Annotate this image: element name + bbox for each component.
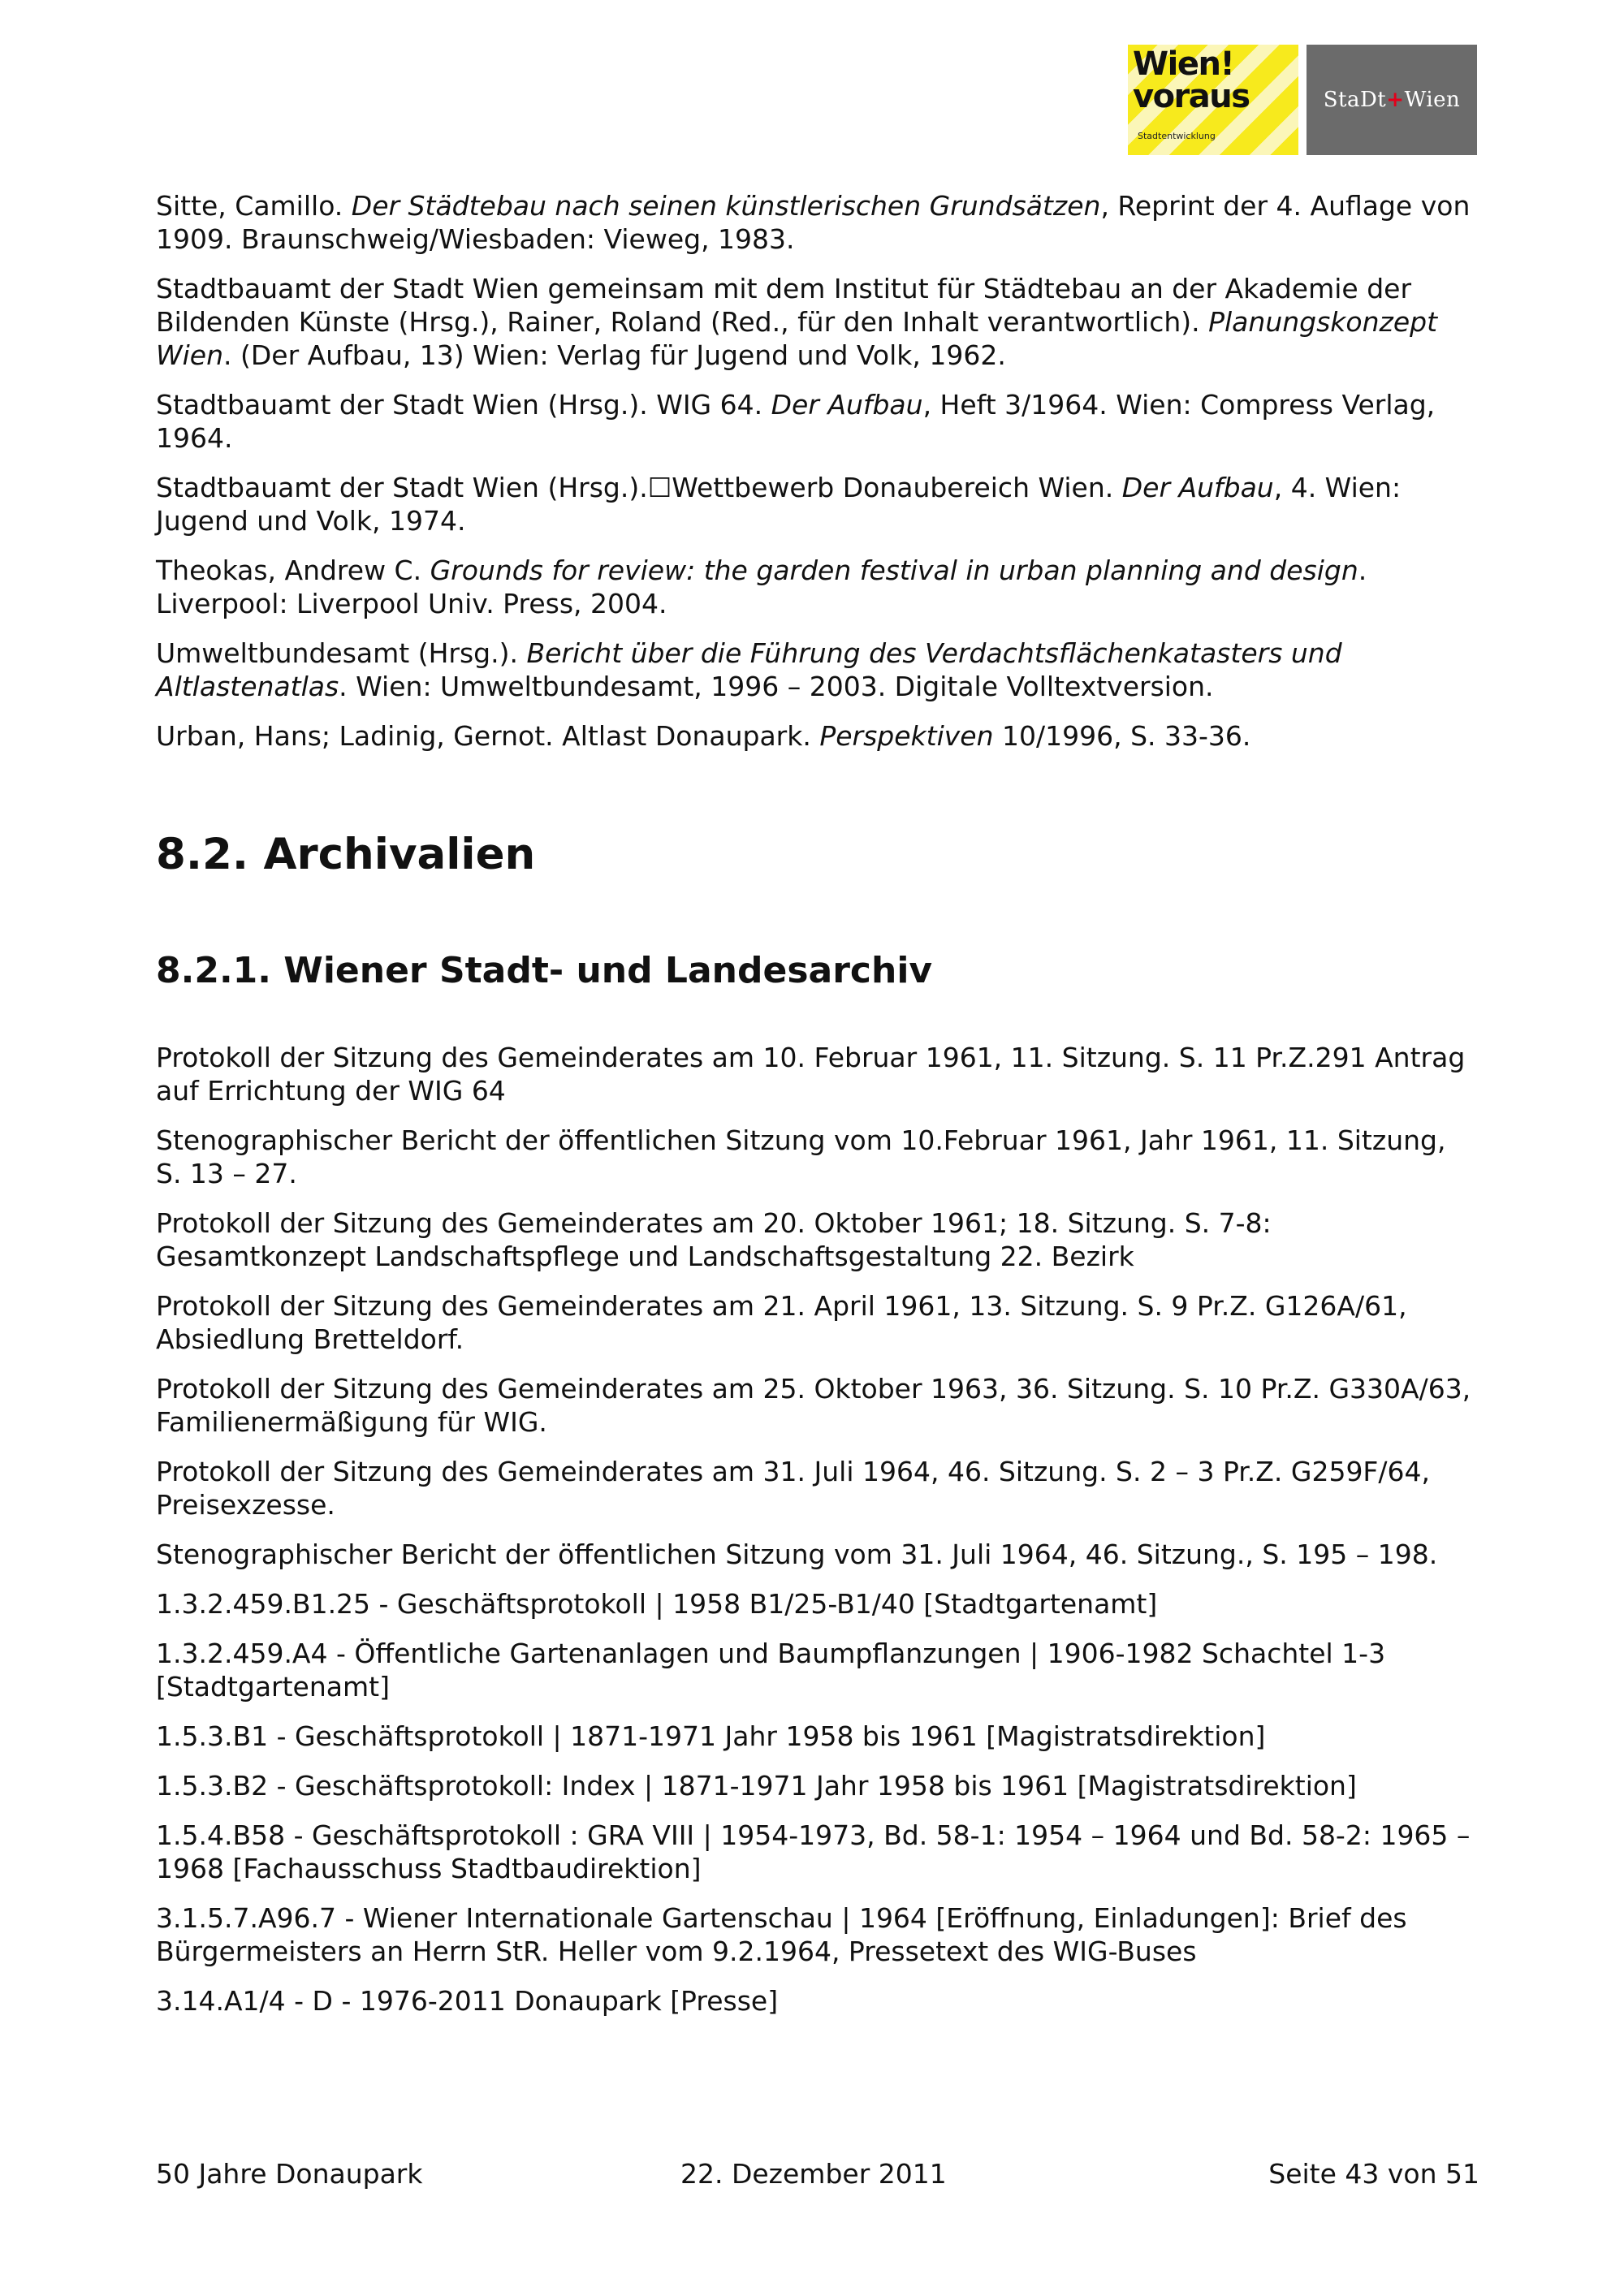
archive-entry: 1.5.3.B1 - Geschäftsprotokoll | 1871-1971 Jahr 1958 bis 1961 [Magistratsdirektion] (156, 1720, 1266, 1752)
logo-voraus-text: voraus (1133, 78, 1250, 115)
footer-page-number: Seite 43 von 51 (1268, 2158, 1479, 2190)
archive-entry: Protokoll der Sitzung des Gemeinderates am 21. April 1961, 13. Sitzung. S. 9 Pr.Z. G126A/61, Absiedlung Bretteldorf. (156, 1290, 1407, 1355)
section-heading: 8.2. Archivalien (156, 830, 536, 879)
archive-entry: Protokoll der Sitzung des Gemeinderates am 25. Oktober 1963, 36. Sitzung. S. 10 Pr.Z. G330A/63, Familienermäßigung für WIG. (156, 1373, 1471, 1438)
archive-entry: 3.1.5.7.A96.7 - Wiener Internationale Gartenschau | 1964 [Eröffnung, Einladungen]: Brief des Bürgermeisters an Herrn StR. Heller vom 9.2.1964, Pressetext des WIG-Buses (156, 1902, 1407, 1967)
reference-list (156, 189, 1479, 769)
logo-cross-icon: + (1386, 88, 1405, 112)
archive-entry: 3.14.A1/4 - D - 1976-2011 Donaupark [Presse] (156, 1985, 779, 2017)
reference-item: Stadtbauamt der Stadt Wien (Hrsg.). WIG 64. Der Aufbau, Heft 3/1964. Wien: Compress Verlag, 1964. (156, 389, 1436, 454)
subsection-heading: 8.2.1. Wiener Stadt- und Landesarchiv (156, 950, 933, 991)
archive-entry: Stenographischer Bericht der öffentlichen Sitzung vom 31. Juli 1964, 46. Sitzung., S. 195 – 198. (156, 1539, 1438, 1570)
archive-entry: 1.3.2.459.B1.25 - Geschäftsprotokoll | 1958 B1/25-B1/40 [Stadtgartenamt] (156, 1588, 1158, 1620)
archive-entry-list (156, 1041, 1479, 2034)
wien-voraus-logo (1128, 45, 1298, 155)
archive-entry: 1.3.2.459.A4 - Öffentliche Gartenanlagen und Baumpflanzungen | 1906-1982 Schachtel 1-3 [Stadtgartenamt] (156, 1638, 1386, 1703)
reference-item: Sitte, Camillo. Der Städtebau nach seinen künstlerischen Grundsätzen, Reprint der 4. Auflage von 1909. Braunschweig/Wiesbaden: Vieweg, 1983. (156, 190, 1471, 255)
logo-subtitle: Stadtentwicklung (1138, 131, 1216, 141)
footer-title: 50 Jahre Donaupark (156, 2158, 423, 2190)
stadt-wien-logo (1307, 45, 1477, 155)
header-logos (1128, 45, 1477, 155)
page-footer (156, 2158, 1479, 2194)
reference-item: Urban, Hans; Ladinig, Gernot. Altlast Donaupark. Perspektiven 10/1996, S. 33-36. (156, 720, 1251, 752)
archive-entry: Protokoll der Sitzung des Gemeinderates am 31. Juli 1964, 46. Sitzung. S. 2 – 3 Pr.Z. G259F/64, Preisexzesse. (156, 1456, 1431, 1521)
archive-entry: Protokoll der Sitzung des Gemeinderates am 20. Oktober 1961; 18. Sitzung. S. 7-8: Gesamtkonzept Landschaftspflege und Landschaftsgestaltung 22. Bezirk (156, 1207, 1272, 1272)
logo-stadt-text: StaDt (1323, 88, 1387, 112)
archive-entry: Protokoll der Sitzung des Gemeinderates am 10. Februar 1961, 11. Sitzung. S. 11 Pr.Z.291 Antrag auf Errichtung der WIG 64 (156, 1042, 1466, 1107)
logo-wien-text: Wien! (1133, 45, 1234, 83)
reference-item: Stadtbauamt der Stadt Wien (Hrsg.).☐Wettbewerb Donaubereich Wien. Der Aufbau, 4. Wien: Jugend und Volk, 1974. (156, 472, 1402, 537)
archive-entry: 1.5.4.B58 - Geschäftsprotokoll : GRA VIII | 1954-1973, Bd. 58-1: 1954 – 1964 und Bd. 58-2: 1965 – 1968 [Fachausschuss Stadtbaudirektion] (156, 1819, 1471, 1884)
logo-wien-right-text: Wien (1404, 88, 1461, 112)
archive-entry: Stenographischer Bericht der öffentlichen Sitzung vom 10.Februar 1961, Jahr 1961, 11. Sitzung, S. 13 – 27. (156, 1124, 1446, 1189)
reference-item: Umweltbundesamt (Hrsg.). Bericht über die Führung des Verdachtsflächenkatasters und Altlastenatlas. Wien: Umweltbundesamt, 1996 – 2003. Digitale Volltextversion. (156, 637, 1342, 702)
footer-date: 22. Dezember 2011 (680, 2158, 947, 2190)
reference-item: Theokas, Andrew C. Grounds for review: the garden festival in urban planning and design. Liverpool: Liverpool Univ. Press, 2004. (156, 555, 1367, 619)
archive-entry: 1.5.3.B2 - Geschäftsprotokoll: Index | 1871-1971 Jahr 1958 bis 1961 [Magistratsdirektion] (156, 1770, 1357, 1802)
reference-item: Stadtbauamt der Stadt Wien gemeinsam mit dem Institut für Städtebau an der Akademie der Bildenden Künste (Hrsg.), Rainer, Roland (Red., für den Inhalt verantwortlich). Planungskonzept Wien. (Der Aufbau, 13) Wien: Verlag für Jugend und Volk, 1962. (156, 273, 1438, 371)
